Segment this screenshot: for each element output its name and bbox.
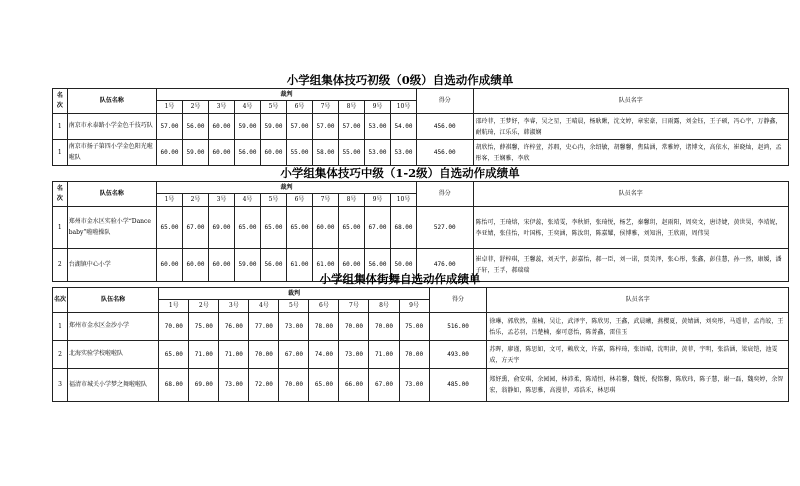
header-judge-2: 2号 [183,194,209,207]
header-score: 得分 [417,89,474,114]
rank-cell: 2 [53,341,68,369]
rank-cell: 1 [53,313,68,341]
judge-score: 74.00 [309,341,339,369]
judge-score: 59.00 [261,114,287,140]
member-names: 郑妤熏，俞安琪，余园园，林沛柔，陈靖恒，林若馨，魏悦，倪铭馨，陈欣玮，陈子慧，谢一磊，魏奕婷，余智宏，翁静如，陈思雅，高漫菲，邓浩禾，林思琪 [487,369,789,402]
table-row [53,341,789,369]
judge-score: 67.00 [369,369,399,402]
table-1-title: 小学组集体技巧初级（0级）自选动作成绩单 [286,73,514,87]
judge-score: 61.00 [287,249,313,282]
table-3 [52,287,789,402]
judge-score: 77.00 [249,313,279,341]
judge-score: 65.00 [309,369,339,402]
judge-score: 59.00 [183,140,209,166]
judge-score: 71.00 [369,341,399,369]
header-judge-9: 9号 [399,300,429,313]
judge-score: 60.00 [157,140,183,166]
header-judge-4: 4号 [249,300,279,313]
header-judge-10: 10号 [391,194,417,207]
header-judge-8: 8号 [339,101,365,114]
judge-score: 57.00 [157,114,183,140]
member-names: 崔卓菲，舒梓琪，王馨蕊，刘天宇，彭嘉怡，郝一臣，刘一诺，贾美泽，张心彤，张鑫，彭佳慧，孙一然，康媛，潘子轩，王孚，郝瑞瑞 [473,249,788,282]
judge-score: 55.00 [339,140,365,166]
total-score: 516.00 [429,313,487,341]
member-names: 陈怡可，王琦熔，宋伊蕊，张靖雯，李秋妍，张琦悦，杨艺，秦馨玥，赵雨阳，周奕文，唐诗婕，黄世昊，李靖妮，李亚婧，张佳怡，叶国栋，王奕涵，陈汝玥，陈嘉耀，侯博雅，刘知涓，王欣雨，周伟昊 [473,207,788,249]
header-judge-5: 5号 [279,300,309,313]
judge-score: 56.00 [235,140,261,166]
rank-cell: 1 [53,140,68,166]
judge-score: 70.00 [159,313,189,341]
header-rank: 名次 [53,182,68,207]
judge-score: 72.00 [249,369,279,402]
header-judges: 裁判 [157,182,417,194]
header-members: 队员名字 [473,182,788,207]
judge-score: 67.00 [279,341,309,369]
judge-score: 53.00 [365,140,391,166]
judge-score: 75.00 [189,313,219,341]
judge-score: 65.00 [157,207,183,249]
judge-score: 56.00 [261,249,287,282]
judge-score: 68.00 [159,369,189,402]
team-name: 郑州市金水区实验小学“Dance baby”啦啦操队 [67,207,156,249]
header-team: 队伍名称 [68,288,159,313]
member-names: 胡欣怡，薛祺馨，许梓萱，苏瑕，史心冉，余绍敏，胡馨馨，焦陆涵，常雅婷，诸博文，高依水，崔晓灿，赵鸿，孟彤客，王娴雅，李欣 [473,140,788,166]
table-row [53,369,789,402]
table-2 [52,181,789,282]
rank-cell: 3 [53,369,68,402]
member-names: 邵玲菲，王梦妤，李睿，吴之星，王晴晨，杨耿瞅，沈文婷，章宏豪，日雨露，刘金钰，王子硕，冯心宇，万静鑫，耐航琦，江乐乐，韩淑娴 [473,114,788,140]
header-judge-3: 3号 [209,194,235,207]
judge-score: 58.00 [313,140,339,166]
team-name: 台湖镇中心小学 [67,249,156,282]
judge-score: 60.00 [261,140,287,166]
judge-score: 73.00 [399,369,429,402]
team-name: 福清市城关小学梦之舞啦啦队 [68,369,159,402]
judge-score: 61.00 [313,249,339,282]
header-judge-5: 5号 [261,101,287,114]
header-judge-6: 6号 [309,300,339,313]
total-score: 493.00 [429,341,487,369]
table-3-title: 小学组集体街舞自选动作成绩单 [319,272,481,286]
judge-score: 70.00 [399,341,429,369]
rank-cell: 1 [53,207,68,249]
judge-score: 73.00 [339,341,369,369]
rank-cell: 2 [53,249,68,282]
header-judges: 裁判 [157,89,417,101]
judge-score: 59.00 [235,249,261,282]
judge-score: 73.00 [219,369,249,402]
table-2-title: 小学组集体技巧中级（1-2级）自选动作成绩单 [280,166,520,180]
header-team: 队伍名称 [67,182,156,207]
judge-score: 60.00 [209,140,235,166]
header-judge-6: 6号 [287,101,313,114]
header-members: 队员名字 [473,89,788,114]
table-row [53,140,789,166]
judge-score: 66.00 [339,369,369,402]
header-judge-4: 4号 [235,194,261,207]
judge-score: 60.00 [157,249,183,282]
judge-score: 60.00 [209,114,235,140]
judge-score: 69.00 [209,207,235,249]
header-judge-2: 2号 [189,300,219,313]
judge-score: 50.00 [391,249,417,282]
table-row [53,313,789,341]
judge-score: 69.00 [189,369,219,402]
judge-score: 65.00 [159,341,189,369]
table-1 [52,88,789,166]
header-judge-3: 3号 [219,300,249,313]
judge-score: 76.00 [219,313,249,341]
header-rank: 名次 [53,89,68,114]
judge-score: 60.00 [209,249,235,282]
team-name: 南京市扬子第四小学金色阳光啦啦队 [67,140,156,166]
judge-score: 56.00 [183,114,209,140]
header-judge-5: 5号 [261,194,287,207]
judge-score: 53.00 [365,114,391,140]
judge-score: 73.00 [279,313,309,341]
judge-score: 65.00 [235,207,261,249]
judge-score: 70.00 [279,369,309,402]
header-rank: 名次 [53,288,68,313]
judge-score: 59.00 [235,114,261,140]
team-name: 郑州市金水区金沙小学 [68,313,159,341]
header-judge-8: 8号 [369,300,399,313]
header-judge-8: 8号 [339,194,365,207]
total-score: 527.00 [417,207,474,249]
judge-score: 56.00 [365,249,391,282]
header-judges: 裁判 [159,288,429,300]
total-score: 476.00 [417,249,474,282]
total-score: 485.00 [429,369,487,402]
judge-score: 68.00 [391,207,417,249]
header-judge-7: 7号 [313,194,339,207]
judge-score: 71.00 [189,341,219,369]
header-judge-6: 6号 [287,194,313,207]
header-judge-4: 4号 [235,101,261,114]
member-names: 苏晖，廖谨，陈思如，文可，赖欣文，许嘉，陈梓琦，张语晴，沈明津，黄菲，宇明，张浩涵，梁宸铠，池雯成，方天宇 [487,341,789,369]
header-judge-1: 1号 [157,101,183,114]
header-members: 队员名字 [487,288,789,313]
judge-score: 57.00 [339,114,365,140]
table-row [53,114,789,140]
header-judge-1: 1号 [157,194,183,207]
judge-score: 54.00 [391,114,417,140]
judge-score: 70.00 [339,313,369,341]
judge-score: 53.00 [391,140,417,166]
judge-score: 70.00 [369,313,399,341]
judge-score: 55.00 [287,140,313,166]
judge-score: 70.00 [249,341,279,369]
judge-score: 60.00 [183,249,209,282]
member-names: 徐琳，郭欣然，董楠，吴让，武泽宇，陈欣男，王鑫，武晨曦，燕樱夏，黄婧涵，刘奕彤，马遥菲，孟肖皎，王怡乐，孟芯羽，吕楚楠，秦可意怡，陈菁鑫，雷佳玉 [487,313,789,341]
judge-score: 57.00 [313,114,339,140]
judge-score: 65.00 [261,207,287,249]
judge-score: 65.00 [339,207,365,249]
header-judge-7: 7号 [313,101,339,114]
judge-score: 67.00 [365,207,391,249]
header-judge-9: 9号 [365,194,391,207]
judge-score: 65.00 [287,207,313,249]
judge-score: 60.00 [313,207,339,249]
header-judge-9: 9号 [365,101,391,114]
table-row [53,207,789,249]
header-judge-2: 2号 [183,101,209,114]
rank-cell: 1 [53,114,68,140]
total-score: 456.00 [417,140,474,166]
header-judge-7: 7号 [339,300,369,313]
header-judge-10: 10号 [391,101,417,114]
judge-score: 75.00 [399,313,429,341]
header-judge-3: 3号 [209,101,235,114]
total-score: 456.00 [417,114,474,140]
header-judge-1: 1号 [159,300,189,313]
judge-score: 60.00 [339,249,365,282]
header-score: 得分 [417,182,474,207]
header-score: 得分 [429,288,487,313]
judge-score: 57.00 [287,114,313,140]
team-name: 北海实验学校啦啦队 [68,341,159,369]
team-name: 南京市永泰路小学金色千技巧队 [67,114,156,140]
judge-score: 71.00 [219,341,249,369]
judge-score: 67.00 [183,207,209,249]
header-team: 队伍名称 [67,89,156,114]
judge-score: 78.00 [309,313,339,341]
